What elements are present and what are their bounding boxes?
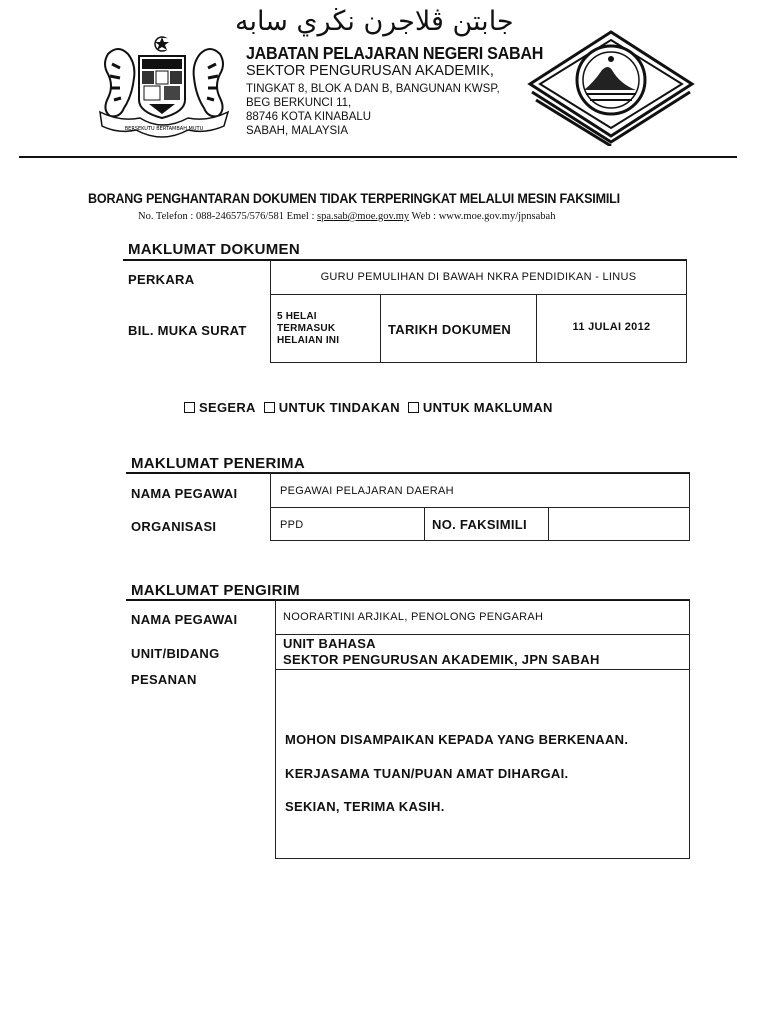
option-untuk-tindakan[interactable] (264, 400, 400, 415)
unit-label: UNIT/BIDANG (131, 646, 220, 661)
address-line: 88746 KOTA KINABALU (246, 111, 372, 123)
sender-name-label: NAMA PEGAWAI (131, 612, 238, 627)
contact-email-link[interactable]: spa.sab@moe.gov.my (317, 211, 410, 222)
document-date-value: 11 JULAI 2012 (572, 321, 651, 333)
fax-number-label: NO. FAKSIMILI (432, 517, 527, 532)
contact-line (138, 211, 555, 222)
contact-phone: No. Telefon : 088-246575/576/581 Emel : (138, 211, 315, 222)
option-label: UNTUK MAKLUMAN (422, 400, 553, 415)
option-untuk-makluman[interactable] (408, 400, 553, 415)
table-divider (275, 634, 690, 635)
page-count-value-line: HELAIAN INI (277, 335, 340, 346)
checkbox-icon[interactable] (408, 402, 419, 413)
unit-value-line: SEKTOR PENGURUSAN AKADEMIK, JPN SABAH (283, 652, 600, 667)
organisation-label: ORGANISASI (131, 519, 217, 534)
page-count-label: BIL. MUKA SURAT (128, 323, 247, 338)
recipient-name-label: NAMA PEGAWAI (131, 486, 238, 501)
page-count-value-line: 5 HELAI (277, 311, 317, 322)
sender-info-heading: MAKLUMAT PENGIRIM (131, 582, 300, 599)
message-label: PESANAN (131, 672, 197, 687)
recipient-info-heading: MAKLUMAT PENERIMA (131, 455, 305, 472)
recipient-name-value: PEGAWAI PELAJARAN DAERAH (280, 485, 454, 497)
table-divider (380, 294, 381, 363)
option-label: SEGERA (199, 400, 256, 415)
document-date-label: TARIKH DOKUMEN (388, 322, 512, 337)
form-title: BORANG PENGHANTARAN DOKUMEN TIDAK TERPERINGKAT MELALUI MESIN FAKSIMILI (88, 191, 620, 206)
header-divider (19, 156, 737, 158)
perkara-value: GURU PEMULIHAN DI BAWAH NKRA PENDIDIKAN - LINUS (320, 271, 637, 283)
page-count-value-line: TERMASUK (277, 323, 336, 334)
table-divider (270, 294, 687, 295)
address-line: BEG BERKUNCI 11, (246, 97, 352, 109)
organisation-value: PPD (280, 519, 304, 531)
table-divider (275, 669, 690, 670)
message-line: KERJASAMA TUAN/PUAN AMAT DIHARGAI. (285, 766, 569, 781)
address-line: TINGKAT 8, BLOK A DAN B, BANGUNAN KWSP, (246, 83, 500, 95)
document-info-heading: MAKLUMAT DOKUMEN (128, 241, 300, 258)
checkbox-icon[interactable] (184, 402, 195, 413)
option-label: UNTUK TINDAKAN (278, 400, 400, 415)
checkbox-icon[interactable] (264, 402, 275, 413)
table-divider (424, 507, 425, 541)
department-name: JABATAN PELAJARAN NEGERI SABAH (246, 43, 544, 63)
address-line: SABAH, MALAYSIA (246, 125, 349, 137)
sector-name: SEKTOR PENGURUSAN AKADEMIK, (246, 63, 494, 79)
message-line: MOHON DISAMPAIKAN KEPADA YANG BERKENAAN. (285, 732, 629, 747)
contact-web: Web : www.moe.gov.my/jpnsabah (409, 211, 556, 222)
option-segera[interactable] (184, 400, 256, 415)
table-divider (548, 507, 549, 541)
unit-value-line: UNIT BAHASA (283, 636, 376, 651)
sender-name-value: NOORARTINI ARJIKAL, PENOLONG PENGARAH (283, 611, 544, 623)
priority-options (184, 400, 557, 415)
perkara-label: PERKARA (128, 272, 195, 287)
jawi-department-title: جابتن ڤلاجرن نڬري سابه (235, 6, 514, 37)
table-divider (270, 507, 690, 508)
message-line: SEKIAN, TERIMA KASIH. (285, 799, 445, 814)
jpn-sabah-logo (526, 28, 696, 146)
malaysia-coat-of-arms-logo (94, 34, 234, 146)
coat-of-arms-motto: BERSEKUTU BERTAMBAH MUTU (124, 126, 204, 132)
